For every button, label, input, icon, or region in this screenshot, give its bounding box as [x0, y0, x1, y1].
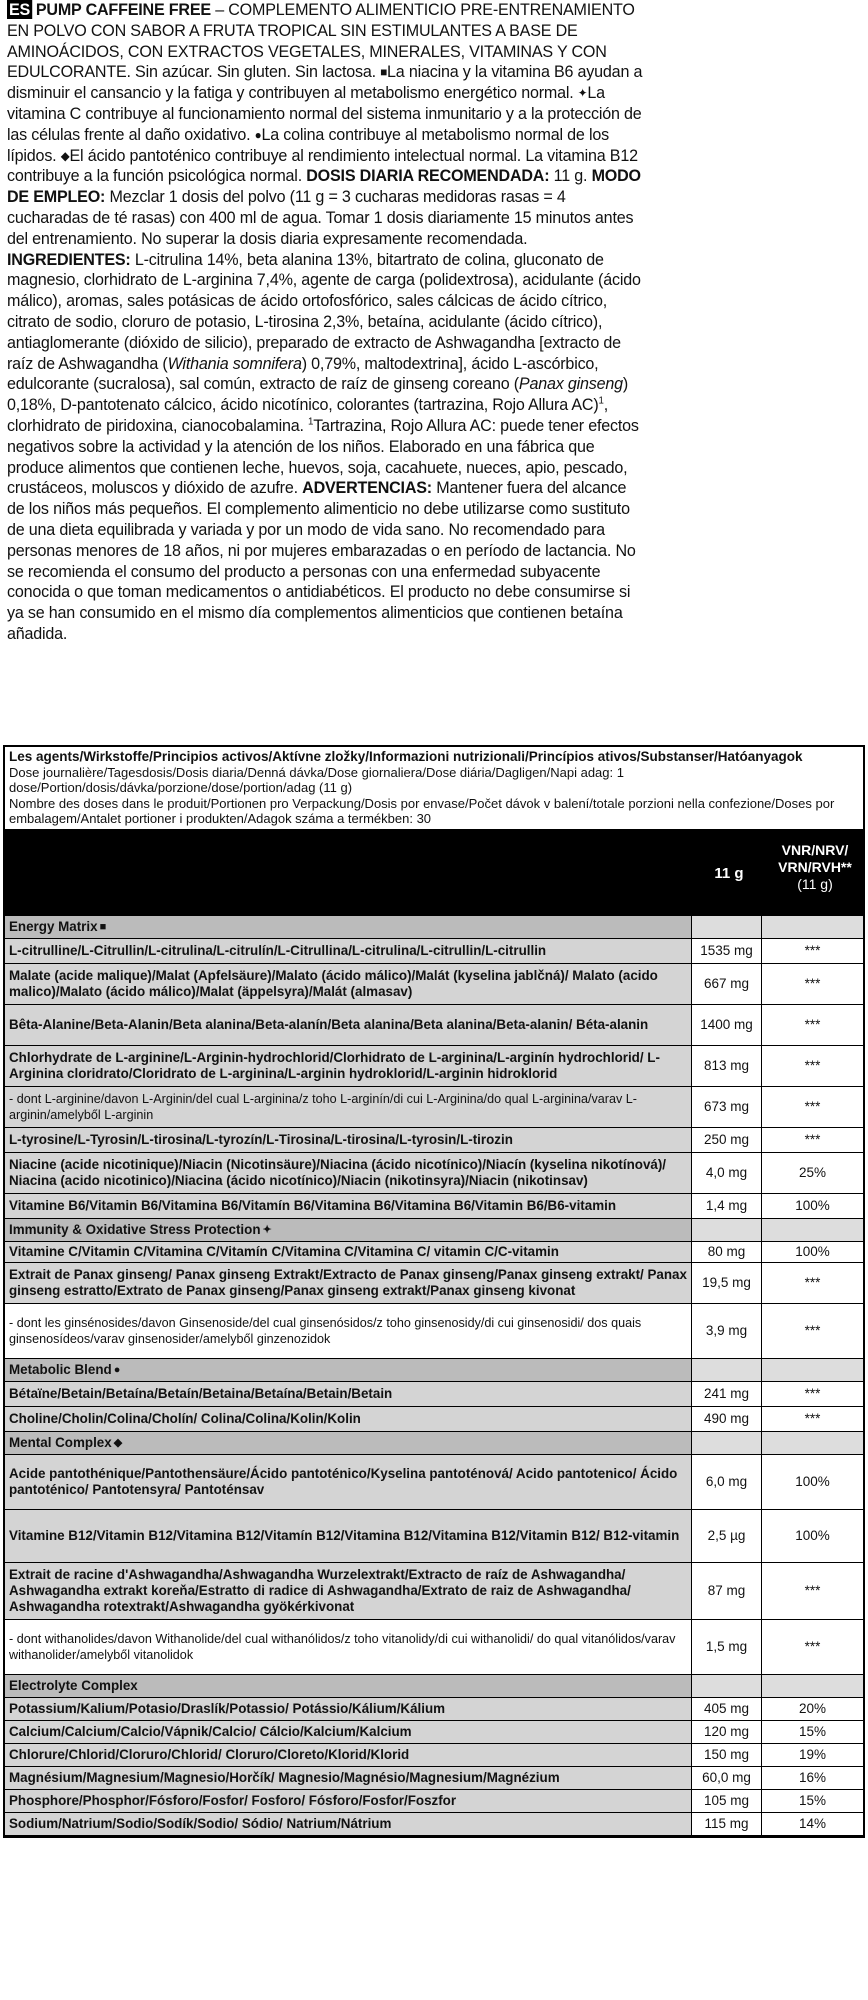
nutrient-label: - dont les ginsénosides/davon Ginsenoside/del cual ginsenósidos/z toho ginsenosidy/di cui ginsenosidi/ dos quais ginsenosídeos/varav ginsenosider/amelyből ginzenozidok: [9, 1315, 642, 1346]
nutrient-amount: 3,9 mg: [692, 1304, 762, 1358]
nutrient-label: Electrolyte Complex: [9, 1677, 138, 1693]
section-symbol-icon: ●: [113, 1363, 121, 1376]
nutrient-amount: 813 mg: [692, 1046, 762, 1086]
nutrient-label: Extrait de racine d'Ashwagandha/Ashwagandha Wurzelextrakt/Extracto de raíz de Ashwagandha/ Ashwagandha extrakt koreňa/Estratto di radice di Ashwagandha/Extrato de raiz de Ashwagandha/ Ashwagandha rotextrakt/Ashwagandha gyökérkivonat: [9, 1566, 631, 1614]
dose-label: DOSIS DIARIA RECOMENDADA:: [306, 166, 550, 186]
nutrient-label: Mental Complex: [9, 1434, 112, 1450]
nutrient-amount: 241 mg: [692, 1382, 762, 1406]
nutrient-reference-value: ***: [762, 1005, 863, 1045]
nutrient-reference-value: 20%: [762, 1698, 863, 1720]
nutrient-name: [5, 1382, 692, 1406]
nutrient-reference-value: ***: [804, 1323, 821, 1338]
nutrient-reference-value: ***: [762, 964, 863, 1004]
nutrient-name: [5, 1790, 692, 1812]
ingredients-text-2: ) 0,79%, maltodextrina], ácido L-ascórbico, edulcorante (sucralosa), sal común, extracto de raíz de ginseng coreano (: [7, 353, 599, 394]
withania-name: Withania somnifera: [167, 353, 302, 373]
table-row: [5, 1242, 863, 1263]
table-row: [5, 1698, 863, 1721]
nutrient-reference-value: [762, 1359, 863, 1381]
nutrient-name: [5, 1563, 692, 1619]
nutrient-reference-value: 15%: [762, 1721, 863, 1743]
nutrient-label: - dont withanolides/davon Withanolide/del cual withanólidos/z toho vitanolidy/di cui withanolidi/ do qual vitanólidos/varav withanolider/amelyből vitanolidok: [9, 1631, 676, 1662]
nutrient-amount: 673 mg: [692, 1087, 762, 1127]
column-quantity-header: 11 g: [714, 864, 744, 882]
table-title: Les agents/Wirkstoffe/Principios activos/Aktívne zložky/Informazioni nutrizionali/Princípios ativos/Substanser/Hatóanyagok: [9, 749, 803, 764]
section-header-row: [5, 1219, 863, 1242]
column-reference-sub: (11 g): [797, 875, 833, 892]
table-row: [5, 1304, 863, 1359]
nutrient-reference-value: 15%: [762, 1790, 863, 1812]
section-title: [5, 1359, 692, 1381]
table-row: [5, 1510, 863, 1563]
footnote-text: Tartrazina, Rojo Allura AC: puede tener efectos negativos sobre la actividad y la atención de los niños. Elaborado en una fábrica que produce alimentos que contienen leche, huevos, soja, cacahuete, nueces, apio, pescado, crustáceos, moluscos y dióxido de azufre.: [7, 415, 639, 498]
nutrient-label: Vitamine B12/Vitamin B12/Vitamina B12/Vitamín B12/Vitamina B12/Vitamina B12/Vitamin B12/ B12-vitamin: [9, 1527, 680, 1543]
nutrient-name: [5, 1510, 692, 1562]
table-row: [5, 1128, 863, 1153]
section-header-row: [5, 1432, 863, 1455]
nutrient-amount: 1535 mg: [692, 939, 762, 963]
nutrient-label: Calcium/Calcium/Calcio/Vápnik/Calcio/ Cálcio/Kalcium/Kalcium: [9, 1723, 412, 1739]
language-tag: ES: [8, 0, 31, 19]
section-title: [5, 1432, 692, 1454]
nutrient-label: Vitamine C/Vitamin C/Vitamina C/Vitamín C/Vitamina C/Vitamina C/ vitamin C/C-vitamin: [9, 1243, 559, 1259]
nutrient-name: [5, 1698, 692, 1720]
nutrient-amount: 667 mg: [692, 964, 762, 1004]
section-title: [5, 916, 692, 938]
usage-text: Mezclar 1 dosis del polvo (11 g = 3 cucharas medidoras rasas = 4 cucharadas de té rasas) con 400 ml de agua. Tomar 1 dosis diariamente 15 minutos antes del entrenamiento. No superar la dosis diaria expresamente recomendada.: [7, 187, 634, 248]
nutrient-label: Sodium/Natrium/Sodio/Sodík/Sodio/ Sódio/ Natrium/Nátrium: [9, 1815, 392, 1831]
nutrient-name: [5, 1046, 692, 1086]
column-header-bar: [5, 830, 863, 916]
table-row: [5, 1563, 863, 1620]
nutrient-name: [5, 1153, 692, 1193]
section-header-row: [5, 916, 863, 939]
nutrient-reference-value: [762, 1432, 863, 1454]
table-header: [5, 747, 863, 830]
nutrient-amount: 1,4 mg: [692, 1194, 762, 1218]
nutrient-amount: 490 mg: [692, 1407, 762, 1431]
nutrient-reference-value: 25%: [762, 1153, 863, 1193]
nutrient-name: [5, 1407, 692, 1431]
nutrient-reference-value: 100%: [762, 1455, 863, 1509]
nutrient-label: Niacine (acide nicotinique)/Niacin (Nicotinsäure)/Niacina (ácido nicotínico)/Niacín (kyselina nikotínová)/ Niacina (acido nicotinico)/Niacina (ácido nicotínico)/Niacin (nikotinsyra)/Niacin (nikotinsav): [9, 1156, 667, 1188]
product-description: [7, 0, 642, 645]
nutrient-amount: [692, 1675, 762, 1697]
table-row: [5, 1263, 863, 1304]
ingredients-text-4: , clorhidrato de piridoxina, cianocobalamina.: [7, 395, 609, 435]
table-row: [5, 939, 863, 964]
nutrient-name: [5, 1620, 692, 1674]
table-row: [5, 1455, 863, 1510]
warnings-label: ADVERTENCIAS:: [302, 478, 432, 498]
nutrient-amount: 1400 mg: [692, 1005, 762, 1045]
nutrient-name: [5, 1767, 692, 1789]
section-header-row: [5, 1675, 863, 1698]
nutrient-label: Potassium/Kalium/Potasio/Draslík/Potassio/ Potássio/Kálium/Kálium: [9, 1700, 446, 1716]
nutrient-reference-value: 14%: [762, 1813, 863, 1835]
table-row: [5, 1194, 863, 1219]
table-row: [5, 964, 863, 1005]
mental-claim: El ácido pantoténico contribuye al rendimiento intelectual normal. La vitamina B12 contribuye a la función psicológica normal.: [7, 145, 638, 186]
nutrient-reference-value: [762, 916, 863, 938]
nutrient-reference-value: ***: [762, 1087, 863, 1127]
table-row: [5, 1813, 863, 1836]
warnings-text: Mantener fuera del alcance de los niños más pequeños. El complemento alimenticio no debe utilizarse como sustituto de una dieta equilibrada y variada y por un modo de vida sano. No recomendado para personas menores de 18 años, ni por mujeres embarazadas o en período de lactancia. No se recomienda el consumo del producto a personas con una enfermedad subyacente conocida o que toman medicamentos o antidiabéticos. El producto no debe consumirse si ya se han consumido en el mismo día complementos alimenticios que contienen betaína añadida.: [7, 478, 636, 643]
nutrient-label: Vitamine B6/Vitamin B6/Vitamina B6/Vitamín B6/Vitamina B6/Vitamina B6/Vitamin B6/B6-vitamin: [9, 1197, 617, 1213]
table-row: [5, 1721, 863, 1744]
nutrient-amount: 105 mg: [692, 1790, 762, 1812]
nutrient-amount: 6,0 mg: [692, 1455, 762, 1509]
energy-claim: La niacina y la vitamina B6 ayudan a disminuir el cansancio y la fatiga y contribuyen al metabolismo energético normal.: [7, 62, 643, 103]
nutrient-label: Bêta-Alanine/Beta-Alanin/Beta alanina/Beta-alanín/Beta alanina/Beta alanina/Beta-alanin/ Béta-alanin: [9, 1016, 649, 1032]
metabolic-symbol: ●: [254, 127, 262, 142]
nutrient-label: Extrait de Panax ginseng/ Panax ginseng Extrakt/Extracto de Panax ginseng/Panax ginseng extrakt/ Panax ginseng estratto/Extrato de Panax ginseng/Panax ginseng extrakt/Panax ginseng kivonat: [9, 1266, 687, 1298]
table-row: [5, 1087, 863, 1128]
nutrient-label: Immunity & Oxidative Stress Protection: [9, 1221, 261, 1237]
nutrition-table: [3, 745, 865, 1838]
nutrient-amount: 87 mg: [692, 1563, 762, 1619]
nutrient-reference-value: ***: [762, 1263, 863, 1303]
nutrient-amount: 60,0 mg: [692, 1767, 762, 1789]
nutrient-label: Chlorhydrate de L-arginine/L-Arginin-hydrochlorid/Clorhidrato de L-arginina/L-arginín hydrochlorid/ L-Arginina cloridrato/Cloridrato de L-arginina/L-arginin hydroklorid/L-arginin hidroklorid: [9, 1049, 660, 1081]
ingredients-text-1: L-citrulina 14%, beta alanina 13%, bitartrato de colina, gluconato de magnesio, clorhidrato de L-arginina 7,4%, agente de carga (polidextrosa), acidulante (ácido málico), aromas, sales potásicas de ácido ortofosfórico, sales cálcicas de ácido cítrico, citrato de sodio, cloruro de potasio, L-tirosina 2,3%, betaína, acidulante (ácido cítrico), antiaglomerante (dióxido de silicio), preparado de extracto de Ashwagandha [extracto de raíz de Ashwagandha (: [7, 249, 641, 373]
nutrient-reference-value: ***: [762, 939, 863, 963]
nutrient-label: Choline/Cholin/Colina/Cholín/ Colina/Colina/Kolin/Kolin: [9, 1410, 361, 1426]
nutrient-label: - dont L-arginine/davon L-Arginin/del cual L-arginina/z toho L-arginín/di cui L-Arginina/do qual L-arginina/varav L-arginin/amelyből L-arginin: [9, 1091, 637, 1122]
nutrient-reference-value: ***: [762, 1382, 863, 1406]
table-row: [5, 1790, 863, 1813]
nutrient-label: Magnésium/Magnesium/Magnesio/Horčík/ Magnesio/Magnésio/Magnesium/Magnézium: [9, 1769, 560, 1785]
footnote-mark: 1: [598, 395, 604, 407]
nutrient-name: [5, 1813, 692, 1835]
column-reference-header: [765, 842, 865, 893]
nutrient-name: [5, 1087, 692, 1127]
nutrient-amount: 2,5 µg: [692, 1510, 762, 1562]
section-symbol-icon: ◆: [113, 1436, 123, 1449]
nutrient-label: Bétaïne/Betain/Betaína/Betaín/Betaina/Betaína/Betain/Betain: [9, 1385, 393, 1401]
nutrient-label: Malate (acide malique)/Malat (Apfelsäure)/Malato (ácido málico)/Malát (kyselina jablčná)/ Malato (acido malico)/Malato (ácido málico)/Malat (äppelsyra)/Malát (almasav): [9, 967, 658, 999]
table-body: [5, 916, 863, 1836]
immunity-symbol: ✦: [577, 86, 588, 101]
nutrient-amount: 405 mg: [692, 1698, 762, 1720]
nutrient-label: Phosphore/Phosphor/Fósforo/Fosfor/ Fosforo/ Fósforo/Fosfor/Foszfor: [9, 1792, 457, 1808]
nutrient-reference-value: ***: [762, 1128, 863, 1152]
nutrient-reference-value: ***: [762, 1407, 863, 1431]
dose-line: Dose journalière/Tagesdosis/Dosis diaria/Denná dávka/Dose giornaliera/Dose diária/Dagligen/Napi adag: 1 dose/Portion/dosis/dávka/porzione/dose/portion/adag (11 g): [9, 764, 624, 795]
nutrient-amount: 120 mg: [692, 1721, 762, 1743]
nutrient-amount: 250 mg: [692, 1128, 762, 1152]
nutrient-amount: [692, 1432, 762, 1454]
nutrient-amount: 19,5 mg: [692, 1263, 762, 1303]
section-title: [5, 1675, 692, 1697]
nutrient-label: Acide pantothénique/Pantothensäure/Ácido pantoténico/Kyselina pantoténová/ Acido pantotenico/ Ácido pantoténico/ Pantotensyra/ Pantoténsav: [9, 1465, 678, 1497]
nutrient-name: [5, 1744, 692, 1766]
table-row: [5, 1153, 863, 1194]
section-symbol-icon: ■: [99, 920, 107, 933]
nutrient-amount: 1,5 mg: [692, 1620, 762, 1674]
nutrient-name: [5, 1194, 692, 1218]
nutrient-label: Metabolic Blend: [9, 1361, 112, 1377]
usage-label: MODO DE EMPLEO:: [7, 166, 641, 207]
nutrient-reference-value: ***: [762, 1563, 863, 1619]
section-header-row: [5, 1359, 863, 1382]
energy-symbol: ■: [380, 65, 388, 80]
nutrient-reference-value: [762, 1219, 863, 1241]
nutrient-name: [5, 939, 692, 963]
nutrient-amount: 4,0 mg: [692, 1153, 762, 1193]
nutrient-reference-value: 100%: [762, 1510, 863, 1562]
nutrient-reference-value: 19%: [762, 1744, 863, 1766]
table-row: [5, 1620, 863, 1675]
nutrient-name: [5, 1721, 692, 1743]
nutrient-label: L-tyrosine/L-Tyrosin/L-tirosina/L-tyrozín/L-Tirosina/L-tirosina/L-tyrosin/L-tirozin: [9, 1131, 513, 1147]
nutrient-reference-value: 100%: [762, 1194, 863, 1218]
nutrient-name: [5, 1263, 692, 1303]
product-intro: – COMPLEMENTO ALIMENTICIO PRE-ENTRENAMIENTO EN POLVO CON SABOR A FRUTA TROPICAL SIN ESTIMULANTES A BASE DE AMINOÁCIDOS, CON EXTRACTOS VEGETALES, MINERALES, VITAMINAS Y CON EDULCORANTE. Sin azúcar. Sin gluten. Sin lactosa.: [7, 0, 635, 82]
nutrient-reference-value: 100%: [762, 1242, 863, 1262]
nutrient-name: [5, 1128, 692, 1152]
nutrient-amount: [692, 916, 762, 938]
nutrient-name: [5, 1304, 692, 1358]
nutrient-name: [5, 1455, 692, 1509]
nutrient-reference-value: ***: [804, 1639, 821, 1654]
table-row: [5, 1005, 863, 1046]
nutrient-amount: 150 mg: [692, 1744, 762, 1766]
table-row: [5, 1744, 863, 1767]
nutrient-amount: [692, 1219, 762, 1241]
column-reference-label: VNR/NRV/ VRN/RVH**: [778, 841, 852, 875]
servings-line: Nombre des doses dans le produit/Portionen pro Verpackung/Dosis por envase/Počet dávok v balení/totale porzioni nella confezione/Doses por embalagem/Antalet portioner i produkten/Adagok száma a termékben: 30: [9, 795, 835, 826]
dose-text: 11 g.: [549, 166, 592, 186]
nutrient-reference-value: [762, 1675, 863, 1697]
product-name: PUMP CAFFEINE FREE: [35, 0, 211, 19]
nutrient-name: [5, 964, 692, 1004]
nutrient-label: L-citrulline/L-Citrullin/L-citrulina/L-citrulín/L-Citrullina/L-citrulina/L-citrullin/L-citrullin: [9, 942, 547, 958]
nutrient-label: Chlorure/Chlorid/Cloruro/Chlorid/ Cloruro/Cloreto/Klorid/Klorid: [9, 1746, 410, 1762]
nutrient-amount: 115 mg: [692, 1813, 762, 1835]
nutrient-reference-value: ***: [762, 1046, 863, 1086]
section-title: [5, 1219, 692, 1241]
panax-name: Panax ginseng: [518, 374, 623, 394]
nutrient-amount: [692, 1359, 762, 1381]
metabolic-claim: La colina contribuye al metabolismo normal de los lípidos.: [7, 124, 609, 165]
footnote-mark-2: 1: [308, 416, 314, 428]
table-row: [5, 1767, 863, 1790]
nutrient-label: Energy Matrix: [9, 918, 98, 934]
nutrient-amount: 80 mg: [692, 1242, 762, 1262]
mental-symbol: ◆: [60, 148, 70, 163]
immunity-claim: La vitamina C contribuye al funcionamiento normal del sistema inmunitario y a la protección de las células frente al daño oxidativo.: [7, 83, 642, 144]
nutrient-reference-value: 16%: [762, 1767, 863, 1789]
nutrient-name: [5, 1242, 692, 1262]
ingredients-label: INGREDIENTES:: [7, 249, 131, 269]
nutrient-name: [5, 1005, 692, 1045]
section-symbol-icon: ✦: [262, 1223, 272, 1236]
table-row: [5, 1046, 863, 1087]
ingredients-text-3: ) 0,18%, D-pantotenato cálcico, ácido nicotínico, colorantes (tartrazina, Rojo Allura AC): [7, 374, 629, 415]
table-row: [5, 1382, 863, 1407]
table-row: [5, 1407, 863, 1432]
